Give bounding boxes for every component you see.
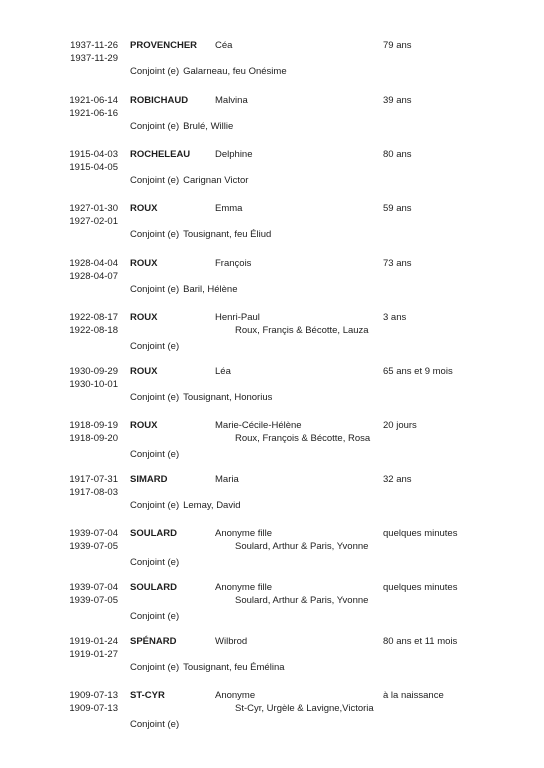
given-name: Anonyme fille <box>215 528 273 539</box>
record-entry <box>0 258 544 312</box>
burial-date: 1921-06-16 <box>69 108 118 119</box>
burial-date: 1922-08-18 <box>69 325 118 336</box>
given-name: Malvina <box>215 95 248 106</box>
surname: SPÉNARD <box>130 636 177 647</box>
surname: SIMARD <box>130 474 168 485</box>
surname: SOULARD <box>130 582 177 593</box>
spouse-line <box>130 175 248 186</box>
record-entry <box>0 149 544 203</box>
surname: ROCHELEAU <box>130 149 191 160</box>
burial-date: 1937-11-29 <box>70 53 118 64</box>
spouse-name: Brulé, Willie <box>183 121 234 132</box>
parents: Soulard, Arthur & Paris, Yvonne <box>235 541 369 552</box>
given-name: Emma <box>215 203 243 214</box>
record-entry <box>0 40 544 94</box>
spouse-label: Conjoint (e) <box>130 284 180 295</box>
spouse-label: Conjoint (e) <box>130 341 180 352</box>
spouse-label: Conjoint (e) <box>130 611 180 622</box>
spouse-name: Tousignant, feu Émélina <box>183 662 285 673</box>
record-entry <box>0 474 544 528</box>
surname: PROVENCHER <box>130 40 198 51</box>
spouse-line <box>130 449 183 460</box>
age-at-death: 73 ans <box>383 258 412 269</box>
surname: SOULARD <box>130 528 177 539</box>
given-name: Delphine <box>215 149 253 160</box>
death-date: 1921-06-14 <box>69 95 118 106</box>
surname: ROUX <box>130 312 158 323</box>
spouse-label: Conjoint (e) <box>130 175 180 186</box>
death-date: 1918-09-19 <box>69 420 118 431</box>
spouse-label: Conjoint (e) <box>130 229 180 240</box>
death-date: 1927-01-30 <box>69 203 118 214</box>
record-entry <box>0 366 544 420</box>
record-entry <box>0 95 544 149</box>
death-date: 1922-08-17 <box>69 312 118 323</box>
spouse-line <box>130 341 183 352</box>
burial-date: 1927-02-01 <box>69 216 118 227</box>
surname: ROUX <box>130 366 158 377</box>
parents: Roux, François & Bécotte, Rosa <box>235 433 371 444</box>
record-entry <box>0 312 544 366</box>
spouse-line <box>130 719 183 730</box>
given-name: Céa <box>215 40 233 51</box>
death-date: 1917-07-31 <box>69 474 118 485</box>
spouse-label: Conjoint (e) <box>130 121 180 132</box>
spouse-label: Conjoint (e) <box>130 392 180 403</box>
parents: Soulard, Arthur & Paris, Yvonne <box>235 595 369 606</box>
record-entry <box>0 528 544 582</box>
spouse-label: Conjoint (e) <box>130 500 180 511</box>
spouse-name: Tousignant, feu Éliud <box>183 229 272 240</box>
spouse-line <box>130 284 238 295</box>
death-date: 1937-11-26 <box>70 40 118 51</box>
spouse-label: Conjoint (e) <box>130 557 180 568</box>
spouse-label: Conjoint (e) <box>130 719 180 730</box>
spouse-name: Galarneau, feu Onésime <box>183 66 287 77</box>
age-at-death: 39 ans <box>383 95 412 106</box>
surname: ROBICHAUD <box>130 95 189 106</box>
burial-date: 1919-01-27 <box>69 649 118 660</box>
record-entry <box>0 203 544 257</box>
record-entry <box>0 636 544 690</box>
given-name: François <box>215 258 252 269</box>
given-name: Henri-Paul <box>215 312 260 323</box>
surname: ROUX <box>130 420 158 431</box>
spouse-line <box>130 392 272 403</box>
spouse-name: Carignan Victor <box>183 175 249 186</box>
age-at-death: 80 ans et 11 mois <box>383 636 458 647</box>
spouse-label: Conjoint (e) <box>130 66 180 77</box>
age-at-death: quelques minutes <box>383 528 458 539</box>
spouse-line <box>130 500 241 511</box>
age-at-death: 32 ans <box>383 474 412 485</box>
given-name: Léa <box>215 366 231 377</box>
death-date: 1930-09-29 <box>69 366 118 377</box>
spouse-line <box>130 662 285 673</box>
age-at-death: 80 ans <box>383 149 412 160</box>
spouse-line <box>130 229 271 240</box>
spouse-line <box>130 611 183 622</box>
spouse-line <box>130 121 233 132</box>
age-at-death: 20 jours <box>383 420 417 431</box>
spouse-line <box>130 66 287 77</box>
age-at-death: 65 ans et 9 mois <box>383 366 453 377</box>
given-name: Anonyme <box>215 690 256 701</box>
age-at-death: 59 ans <box>383 203 412 214</box>
burial-date: 1917-08-03 <box>69 487 118 498</box>
given-name: Maria <box>215 474 239 485</box>
age-at-death: à la naissance <box>383 690 444 701</box>
spouse-name: Lemay, David <box>183 500 241 511</box>
burial-date: 1939-07-05 <box>69 595 118 606</box>
surname: ROUX <box>130 203 158 214</box>
parents: Roux, Françis & Bécotte, Lauza <box>235 325 369 336</box>
spouse-label: Conjoint (e) <box>130 449 180 460</box>
death-date: 1939-07-04 <box>69 528 118 539</box>
burial-date: 1909-07-13 <box>69 703 118 714</box>
burial-date: 1918-09-20 <box>69 433 118 444</box>
record-entry <box>0 690 544 744</box>
record-entry <box>0 420 544 474</box>
death-date: 1939-07-04 <box>69 582 118 593</box>
spouse-name: Baril, Hélène <box>183 284 238 295</box>
spouse-name: Tousignant, Honorius <box>183 392 273 403</box>
surname: ROUX <box>130 258 158 269</box>
death-date: 1919-01-24 <box>69 636 118 647</box>
spouse-label: Conjoint (e) <box>130 662 180 673</box>
death-date: 1928-04-04 <box>69 258 118 269</box>
given-name: Wilbrod <box>215 636 248 647</box>
burial-date: 1930-10-01 <box>69 379 118 390</box>
spouse-line <box>130 557 183 568</box>
age-at-death: quelques minutes <box>383 582 458 593</box>
record-entry <box>0 582 544 636</box>
given-name: Anonyme fille <box>215 582 273 593</box>
death-date: 1915-04-03 <box>69 149 118 160</box>
age-at-death: 79 ans <box>383 40 412 51</box>
parents: St-Cyr, Urgèle & Lavigne,Victoria <box>235 703 374 714</box>
death-date: 1909-07-13 <box>69 690 118 701</box>
burial-date: 1915-04-05 <box>69 162 118 173</box>
surname: ST-CYR <box>130 690 165 701</box>
given-name: Marie-Cécile-Hélène <box>215 420 302 431</box>
burial-date: 1928-04-07 <box>69 271 118 282</box>
burial-date: 1939-07-05 <box>69 541 118 552</box>
age-at-death: 3 ans <box>383 312 407 323</box>
